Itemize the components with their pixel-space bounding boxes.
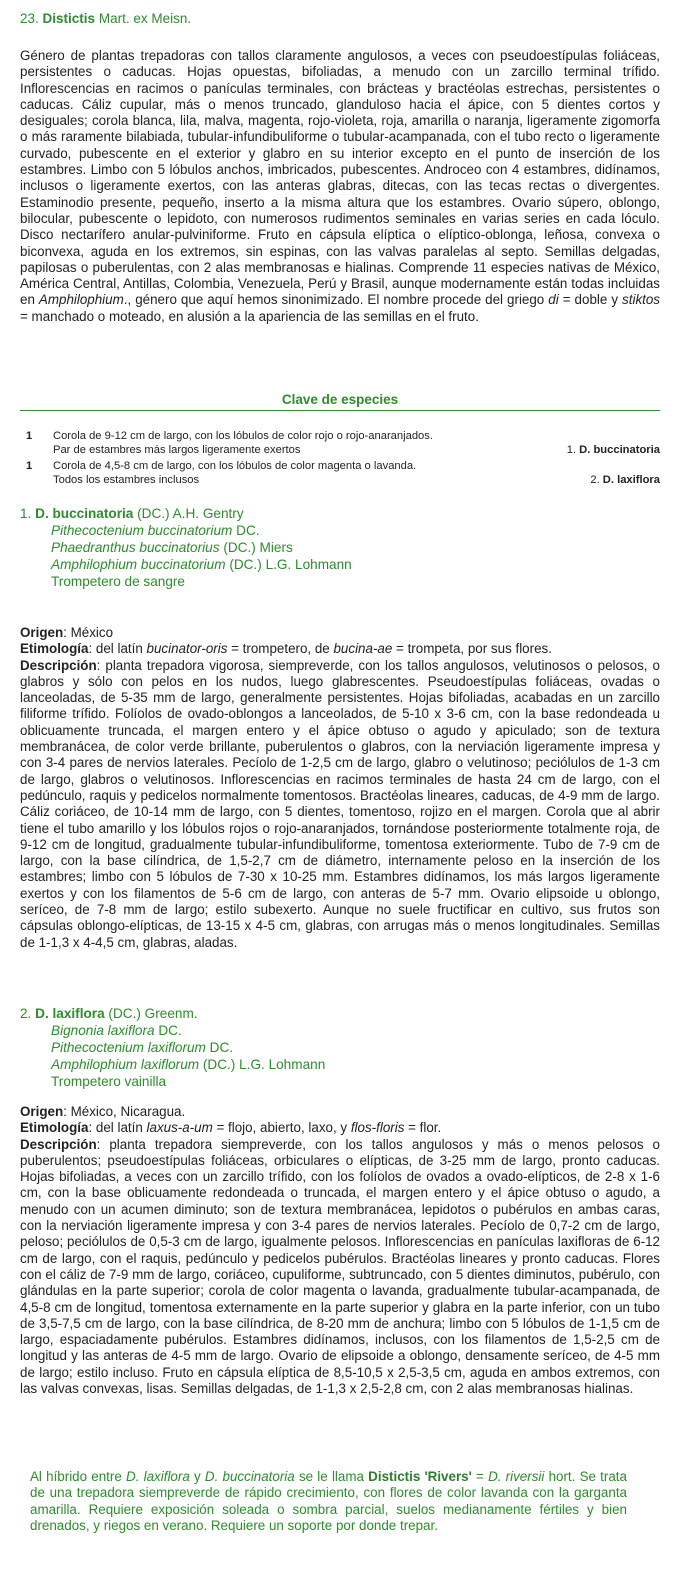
- synonym-author: DC.: [158, 1023, 182, 1038]
- synonym: [20, 1022, 660, 1039]
- synonym: [20, 539, 660, 556]
- genus-description: [20, 48, 660, 325]
- key-item-number: 1: [26, 460, 33, 472]
- species-number: 1.: [20, 506, 32, 521]
- etymology-term: laxus-a-um: [146, 1120, 213, 1136]
- description-text: : planta trepadora vigorosa, siempreverde, con los tallos angulosos, velutinosos o pelosos, o glabros y sólo con pelos en los nudos, luego glabrescentes. Pseudoestípulas foliáceas, ovadas o lanceoladas, de 5-35 mm de largo, generalmente persistentes. Hojas bifoliadas, acabadas en un zarcillo filiforme trífido. Folíolos de ovado-oblongos a lanceolados, de 5-10 x 3-6 cm, con la base redondeada u oblicuamente truncada, el margen entero y el ápice obtuso o agudo y apiculado; son de textura membranácea, de color verde brillante, puberulentos o glabros, con la nerviación ligeramente impresa y con 3-4 pares de nervios laterales. Pecíolo de 1-2,5 cm de largo, glabro o velutinoso; peciólulos de 1-3 cm de largo, glabros o velutinosos. Inflorescencias en racimos terminales de hasta 24 cm de largo, con el pedúnculo, raquis y pedicelos normalmente tomentosos. Bractéolas lineares, caducas, de 4-9 mm de largo. Cáliz coriáceo, de 10-14 mm de largo, con 5 dientes, tomentoso, rojizo en el margen. Corola que al abrir tiene el tubo amarillo y los lóbulos rojos o rojo-anaranjados, tornándose posteriormente totalmente roja, de 9-12 cm de longitud, gradualmente tubular-infundibuliforme, tomentosa exteriormente. Tubo de 7-9 cm de largo, con la base cilíndrica, de 1,5-2,7 cm de diámetro, internamente peloso en la inserción de los estambres; limbo con 5 lóbulos de 7-30 x 10-25 mm. Estambres didínamos, los más largos ligeramente exertos y con los filamentos de 5-6 cm de largo, con anteras de 5-7 mm. Ovario elipsoide u oblongo, seríceo, de 7-8 mm de largo; estilo subexerto. Aunque no suele fructificar en cultivo, sus frutos son cápsulas oblongo-elípticas, de 13-15 x 4-5 cm, glabras, con arrugas más o menos longitudinales. Semillas de 1-1,3 x 4-4,5 cm, glabras, aladas.: [20, 657, 660, 950]
- synonym-name: Phaedranthus buccinatorius: [51, 540, 220, 555]
- synonym-author: (DC.) L.G. Lohmann: [229, 557, 352, 572]
- synonym: [20, 1039, 660, 1056]
- description-label: Descripción: [20, 1136, 97, 1152]
- key-item-line: Par de estambres más largos ligeramente exertos: [53, 444, 301, 456]
- note-text: Al híbrido entre: [30, 1469, 127, 1484]
- key-result-number: 1.: [566, 444, 577, 456]
- origin-label: Origen: [20, 1104, 64, 1119]
- note-text: y: [189, 1469, 205, 1484]
- note-species: D. riversii: [488, 1469, 545, 1484]
- etymology-term: bucina-ae: [333, 641, 393, 657]
- etymology-text: = trompetero, de: [227, 641, 334, 657]
- intro-text: ., género que aquí hemos sinonimizado. El nombre procede del griego: [123, 292, 549, 308]
- note-text: hort. Se trata de una trepadora siempreverde de rápido crecimiento, con flores de color lavanda con la garganta amarilla. Requiere exposición soleada o sombra parcial, suelos medianamente fértiles y bien drenados, y riegos en verano. Requiere un soporte por donde trepar.: [30, 1469, 627, 1533]
- synonym-author: DC.: [209, 1040, 234, 1055]
- common-name: Trompetero vainilla: [51, 1074, 167, 1089]
- note-cultivar: Distictis 'Rivers': [368, 1469, 472, 1484]
- species-author: (DC.) Greenm.: [108, 1006, 198, 1021]
- intro-italic: di: [548, 292, 559, 308]
- synonym-author: (DC.) L.G. Lohmann: [202, 1057, 326, 1072]
- key-divider: [20, 410, 660, 411]
- synonym-name: Bignonia laxiflora: [51, 1023, 155, 1038]
- genus-name: Distictis: [42, 11, 96, 26]
- intro-text: = manchado o moteado, en alusión a la apariencia de las semillas en el fruto.: [20, 308, 479, 324]
- etymology-term: flos-floris: [350, 1120, 405, 1136]
- species-title: [20, 1005, 660, 1022]
- key-item-result: [590, 473, 660, 487]
- description-paragraph: [20, 658, 660, 951]
- synonym-author: DC.: [236, 523, 260, 538]
- key-title: Clave de especies: [281, 392, 399, 407]
- etymology-label: Etimología: [20, 641, 89, 657]
- key-item-line: Todos los estambres inclusos: [53, 474, 200, 486]
- origin-value: : México: [63, 625, 114, 640]
- synonym-author: (DC.) Miers: [223, 540, 293, 555]
- note-species: D. laxiflora: [126, 1469, 190, 1484]
- common-name: Trompetero de sangre: [51, 574, 185, 589]
- synonym-name: Amphilophium buccinatorium: [51, 557, 226, 572]
- etymology-line: [20, 641, 660, 657]
- description-label: Descripción: [20, 657, 97, 673]
- genus-author: Mart. ex Meisn.: [98, 11, 192, 26]
- intro-text: = doble y: [558, 292, 623, 308]
- species-author: (DC.) A.H. Gentry: [137, 506, 244, 521]
- hybrid-note: [30, 1469, 627, 1534]
- key-item-line: Corola de 9-12 cm de largo, con los lóbulos de color rojo o rojo-anaranjados.: [53, 430, 433, 442]
- note-text: se le llama: [294, 1469, 369, 1484]
- species-details: [20, 1104, 660, 1397]
- note-species: D. buccinatoria: [204, 1469, 295, 1484]
- intro-italic: stiktos: [622, 292, 660, 308]
- species-name: D. buccinatoria: [35, 506, 134, 521]
- genus-title: [20, 11, 191, 26]
- key-result-name: D. buccinatoria: [579, 444, 660, 456]
- etymology-text: = trompeta, por sus flores.: [392, 641, 552, 657]
- key-item-line: Corola de 4,5-8 cm de largo, con los lóbulos de color magenta o lavanda.: [53, 460, 417, 472]
- species-header: [20, 505, 660, 590]
- origin-value: : México, Nicaragua.: [63, 1104, 186, 1119]
- species-details: [20, 625, 660, 951]
- etymology-label: Etimología: [20, 1120, 89, 1136]
- synonym: [20, 522, 660, 539]
- origin-line: [20, 1104, 660, 1120]
- key-result-name: D. laxiflora: [602, 474, 660, 486]
- etymology-text: = flor.: [404, 1120, 442, 1136]
- synonym-name: Pithecoctenium laxiflorum: [51, 1040, 206, 1055]
- key-item-number: 1: [26, 430, 33, 442]
- species-title: [20, 505, 660, 522]
- genus-number: 23.: [20, 11, 39, 26]
- intro-text: Género de plantas trepadoras con tallos claramente angulosos, a veces con pseudoestípulas foliáceas, persistentes o caducas. Hojas opuestas, bifoliadas, a menudo con un zarcillo terminal trífido. Inflorescencias en racimos o panículas terminales, con brácteas y bractéolas estrechas, persistentes o caducas. Cáliz cupular, más o menos truncado, glanduloso hacia el ápice, con 5 dientes cortos y desiguales; corola blanca, lila, malva, magenta, rojo-violeta, roja, amarilla o naranja, ligeramente zigomorfa o más raramente bilabiada, tubular-infundibuliforme o tubular-acampanada, con el tubo recto o ligeramente curvado, pubescente en el exterior y glabro en su interior excepto en el punto de inserción de los estambres. Limbo con 5 lóbulos anchos, imbricados, pubescentes. Androceo con 4 estambres, didínamos, inclusos o ligeramente exertos, con las anteras glabras, ditecas, con las tecas rectas o divergentes. Estaminodio presente, pequeño, inserto a la misma altura que los estambres. Ovario súpero, oblongo, bilocular, pubescente o lepidoto, con numerosos rudimentos seminales en varias series en cada lóculo. Disco nectarífero anular-pulviniforme. Fruto en cápsula elíptica o elíptico-oblonga, leñosa, convexa o biconvexa, aguda en los extremos, sin espinas, con las valvas paralelas al septo. Semillas delgadas, papilosas o puberulentas, con 2 alas membranosas e hialinas. Comprende 11 especies nativas de México, América Central, Antillas, Colombia, Venezuela, Perú y Brasil, aunque modernamente están todas incluidas en: [20, 48, 660, 308]
- origin-line: [20, 625, 660, 641]
- synonym: [20, 556, 660, 573]
- synonym-name: Pithecoctenium buccinatorium: [51, 523, 233, 538]
- intro-italic: Amphilophium: [38, 292, 124, 308]
- description-paragraph: [20, 1137, 660, 1398]
- species-name: D. laxiflora: [35, 1006, 105, 1021]
- description-text: : planta trepadora siempreverde, con los tallos angulosos y más o menos pelosos o puberulentos; pseudoestípulas foliáceas, orbiculares o elípticas, de 3-25 mm de largo, pronto caducas. Hojas bifoliadas, a veces con un zarcillo trífido, con los folíolos de ovados a ovado-elípticos, de 2-8 x 1-6 cm, con la base oblicuamente redondeada o truncada, el margen entero y el ápice obtuso o agudo, a menudo con un acumen diminuto; son de textura membranácea, lepidotos o pubérulos en ambas caras, con la nerviación ligeramente impresa y con 3-4 pares de nervios laterales. Pecíolo de 0,7-2 cm de largo, peloso; peciólulos de 0,5-3 cm de largo, igualmente pelosos. Inflorescencias en panículas laxifloras de 6-12 cm de largo, con el raquis, pedúnculo y pedicelos pubérulos. Bractéolas lineares y pronto caducas. Flores con el cáliz de 7-9 mm de largo, coriáceo, cupuliforme, subtruncado, con 5 dientes diminutos, pubérulo, con glándulas en la parte superior; corola de color magenta o lavanda, gradualmente tubular-acampanada, de 4,5-8 cm de longitud, tomentosa externamente en la parte superior y glabra en la parte inferior, con un tubo de 3,5-7,5 cm de largo, con la base cilíndrica, de 8-20 mm de anchura; limbo con 5 lóbulos de 1-1,5 cm de largo, espaciadamente pubérulos. Estambres didínamos, inclusos, con los filamentos de 1,5-2,5 cm de longitud y las anteras de 4-5 mm de largo. Ovario de elipsoide a oblongo, densamente seríceo, de 4-5 mm de largo; estilo incluso. Fruto en cápsula elíptica de 8,5-10,5 x 2,5-3,5 cm, aguda en ambos extremos, con las valvas convexas, lisas. Semillas delgadas, de 1-1,3 x 2,5-2,8 cm, con 2 alas membranosas hialinas.: [20, 1136, 660, 1397]
- synonym: [20, 1056, 660, 1073]
- etymology-text: : del latín: [88, 641, 147, 657]
- species-number: 2.: [20, 1006, 32, 1021]
- species-header: [20, 1005, 660, 1090]
- key-item-result: [567, 443, 660, 457]
- key-result-number: 2.: [590, 474, 600, 486]
- synonym-name: Amphilophium laxiflorum: [51, 1057, 200, 1072]
- origin-label: Origen: [20, 625, 64, 640]
- etymology-line: [20, 1120, 660, 1136]
- etymology-text: = flojo, abierto, laxo, y: [212, 1120, 351, 1136]
- etymology-text: : del latín: [88, 1120, 147, 1136]
- note-text: =: [471, 1469, 489, 1484]
- etymology-term: bucinator-oris: [146, 641, 228, 657]
